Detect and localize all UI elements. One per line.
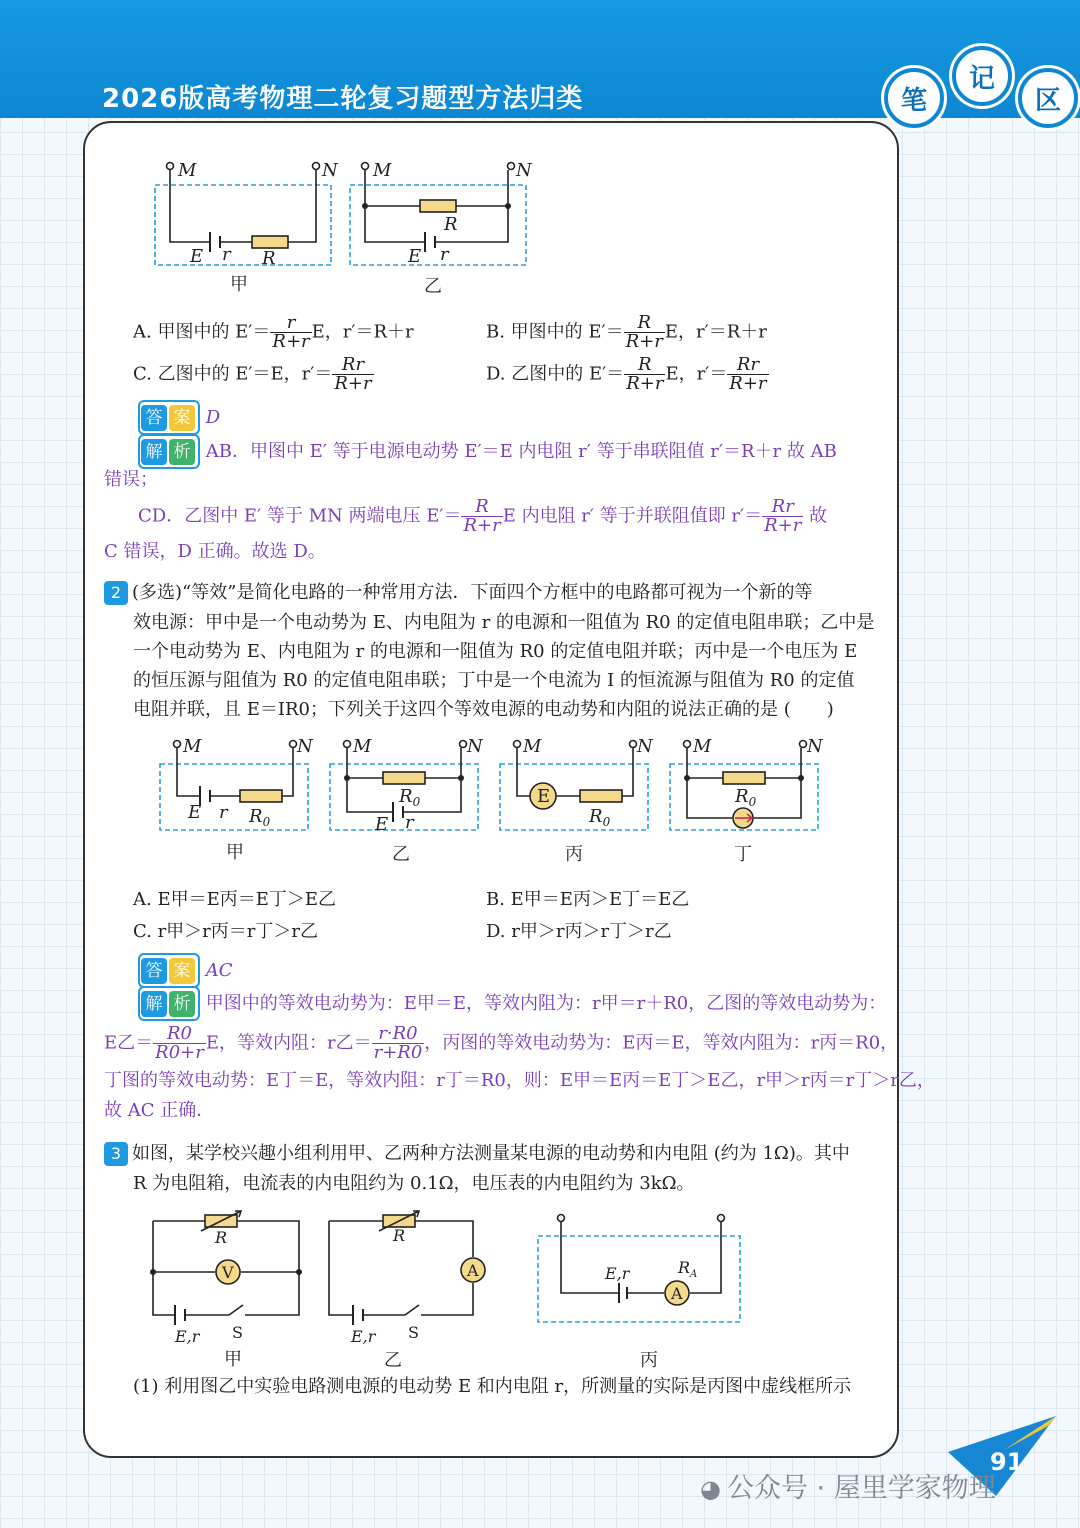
svg-text:E,r: E,r [351, 1327, 376, 1345]
svg-text:R: R [444, 214, 458, 235]
svg-text:R0: $R_0$ [735, 786, 757, 809]
q1-analysis-line3: CD．乙图中 E′ 等于 MN 两端电压 E′＝ $\frac{R}{R+r}$ E 内电阻 r′ 等于并联阻值即 r′＝ $\frac{Rr}{R+r}$ 故 [138, 496, 828, 536]
q2-stem-line3: 一个电动势为 E、内电阻为 r 的电源和一阻值为 R0 的定值电阻并联；丙中是一个电压为 E [133, 641, 858, 662]
svg-text:M: M [373, 160, 392, 181]
q2-fig-label-yi: 乙 [392, 844, 410, 865]
svg-text:M: M [523, 736, 542, 757]
svg-text:A: A [467, 1261, 479, 1280]
svg-text:M: M [353, 736, 372, 757]
svg-text:M: M [693, 736, 712, 757]
svg-text:E: E [188, 802, 202, 823]
svg-text:RA: $R_A$ [678, 1258, 698, 1280]
q1-circuits [150, 150, 540, 280]
svg-text:E: E [408, 246, 422, 267]
svg-text:E,r: E,r [605, 1264, 630, 1283]
q3-circuits [145, 1205, 755, 1345]
q2-fig-label-ding: 丁 [734, 844, 752, 865]
svg-text:r: r [440, 244, 449, 265]
svg-text:N: N [807, 736, 823, 757]
svg-text:A: A [671, 1284, 683, 1303]
q1-answer: 答 案 D [138, 400, 220, 435]
svg-text:N: N [297, 736, 313, 757]
note-badge-qu: 区 [1018, 68, 1078, 128]
svg-text:S: S [232, 1323, 243, 1342]
q3-fig-label-jia: 甲 [224, 1349, 242, 1370]
q2-analysis-line4: 故 AC 正确． [104, 1100, 215, 1121]
note-badge-ji: 记 [952, 46, 1012, 106]
q2-stem-line1: 2 (多选)“等效”是简化电路的一种常用方法．下面四个方框中的电路都可视为一个新的等 [104, 578, 812, 607]
note-badge-bi: 笔 [884, 68, 944, 128]
page-number: 91 [990, 1448, 1024, 1476]
q1-analysis-line4: C 错误，D 正确。故选 D。 [104, 541, 326, 562]
q2-fig-label-jia: 甲 [226, 842, 244, 863]
svg-text:R0: $R_0$ [249, 806, 271, 829]
q2-number: 2 [104, 581, 128, 605]
svg-text:R0: $R_0$ [399, 786, 421, 809]
svg-text:N: N [322, 160, 338, 181]
q1-option-a[interactable]: A. 甲图中的 E′＝ $\frac{r}{R+r}$ E，r′＝R＋r [133, 312, 414, 352]
svg-text:r: r [405, 812, 414, 833]
svg-text:N: N [637, 736, 653, 757]
svg-text:N: N [516, 160, 532, 181]
answer-tag: 答 案 [138, 953, 200, 988]
q2-analysis-line2: E乙＝ $\frac{R0}{R0+r}$ E，等效内阻：r乙＝ $\frac{r\cdot R0}{r+R0}$ ，丙图的等效电动势为：E丙＝E，等效内阻为：r丙＝R0， [104, 1023, 899, 1063]
q2-option-c[interactable]: C. r甲＞r丙＝r丁＞r乙 [133, 921, 318, 942]
svg-text:S: S [408, 1323, 419, 1342]
svg-text:V: V [222, 1263, 234, 1282]
svg-text:r: r [222, 244, 231, 265]
analysis-tag: 解 析 [138, 986, 200, 1021]
q2-option-d[interactable]: D. r甲＞r丙＞r丁＞r乙 [486, 921, 672, 942]
book-title: 2026版高考物理二轮复习题型方法归类 [102, 84, 584, 114]
svg-text:R: R [262, 248, 276, 269]
q1-fig-label-yi: 乙 [424, 276, 442, 297]
q2-stem-line5: 电阻并联，且 E＝IR0；下列关于这四个等效电源的电动势和内阻的说法正确的是 ( ) [133, 699, 834, 720]
q2-stem-line4: 的恒压源与阻值为 R0 的定值电阻串联；丁中是一个电流为 I 的恒流源与阻值为 R0 的定值 [133, 670, 855, 691]
q3-fig-label-bing: 丙 [640, 1350, 658, 1371]
q1-analysis-line2: 错误； [104, 469, 158, 490]
q2-stem-line2: 效电源：甲中是一个电动势为 E、内电阻为 r 的电源和一阻值为 R0 的定值电阻串联；乙中是 [133, 612, 875, 633]
svg-text:R0: $R_0$ [589, 806, 611, 829]
q2-analysis-line1: 解 析 甲图中的等效电动势为：E甲＝E，等效内阻为：r甲＝r＋R0，乙图的等效电动势为： [138, 986, 886, 1021]
wechat-watermark: ◕ 公众号 · 屋里学家物理 [700, 1473, 996, 1504]
q1-option-d[interactable]: D. 乙图中的 E′＝ $\frac{R}{R+r}$ E，r′＝ $\frac{Rr}{R+r}$ [486, 354, 767, 394]
wechat-icon: ◕ [700, 1475, 721, 1503]
q2-option-b[interactable]: B. E甲＝E丙＞E丁＝E乙 [486, 889, 690, 910]
svg-text:M: M [178, 160, 197, 181]
q1-analysis-line1: 解 析 AB．甲图中 E′ 等于电源电动势 E′＝E 内电阻 r′ 等于串联阻值 r′＝R＋r 故 AB [138, 434, 837, 469]
svg-text:R: R [215, 1228, 228, 1247]
svg-text:R: R [393, 1226, 406, 1245]
svg-text:r: r [219, 802, 228, 823]
svg-text:E: E [537, 786, 551, 807]
svg-text:E: E [190, 246, 204, 267]
q2-fig-label-bing: 丙 [565, 844, 583, 865]
q3-part1: (1) 利用图乙中实验电路测电源的电动势 E 和内电阻 r，所测量的实际是丙图中虚线框所示 [133, 1376, 852, 1397]
q2-circuits [155, 730, 825, 840]
q3-fig-label-yi: 乙 [384, 1350, 402, 1371]
q3-stem-line1: 3 如图，某学校兴趣小组利用甲、乙两种方法测量某电源的电动势和内电阻 (约为 1Ω)。其中 [104, 1139, 850, 1168]
q1-fig-label-jia: 甲 [230, 274, 248, 295]
q1-option-b[interactable]: B. 甲图中的 E′＝ $\frac{R}{R+r}$ E，r′＝R＋r [486, 312, 767, 352]
svg-text:N: N [467, 736, 483, 757]
q3-stem-line2: R 为电阻箱，电流表的内电阻约为 0.1Ω，电压表的内电阻约为 3kΩ。 [133, 1173, 695, 1194]
q1-option-c[interactable]: C. 乙图中的 E′＝E，r′＝ $\frac{Rr}{R+r}$ [133, 354, 372, 394]
q2-analysis-line3: 丁图的等效电动势：E丁＝E，等效内阻：r丁＝R0，则：E甲＝E丙＝E丁＞E乙，r甲＞r丙＝r丁＞r乙， [104, 1070, 935, 1091]
q3-number: 3 [104, 1142, 128, 1166]
svg-text:M: M [183, 736, 202, 757]
svg-text:E,r: E,r [175, 1327, 200, 1345]
q2-answer: 答 案 AC [138, 953, 233, 988]
analysis-tag: 解 析 [138, 434, 200, 469]
answer-tag: 答 案 [138, 400, 200, 435]
q2-option-a[interactable]: A. E甲＝E丙＝E丁＞E乙 [133, 889, 337, 910]
svg-text:E: E [375, 814, 389, 835]
